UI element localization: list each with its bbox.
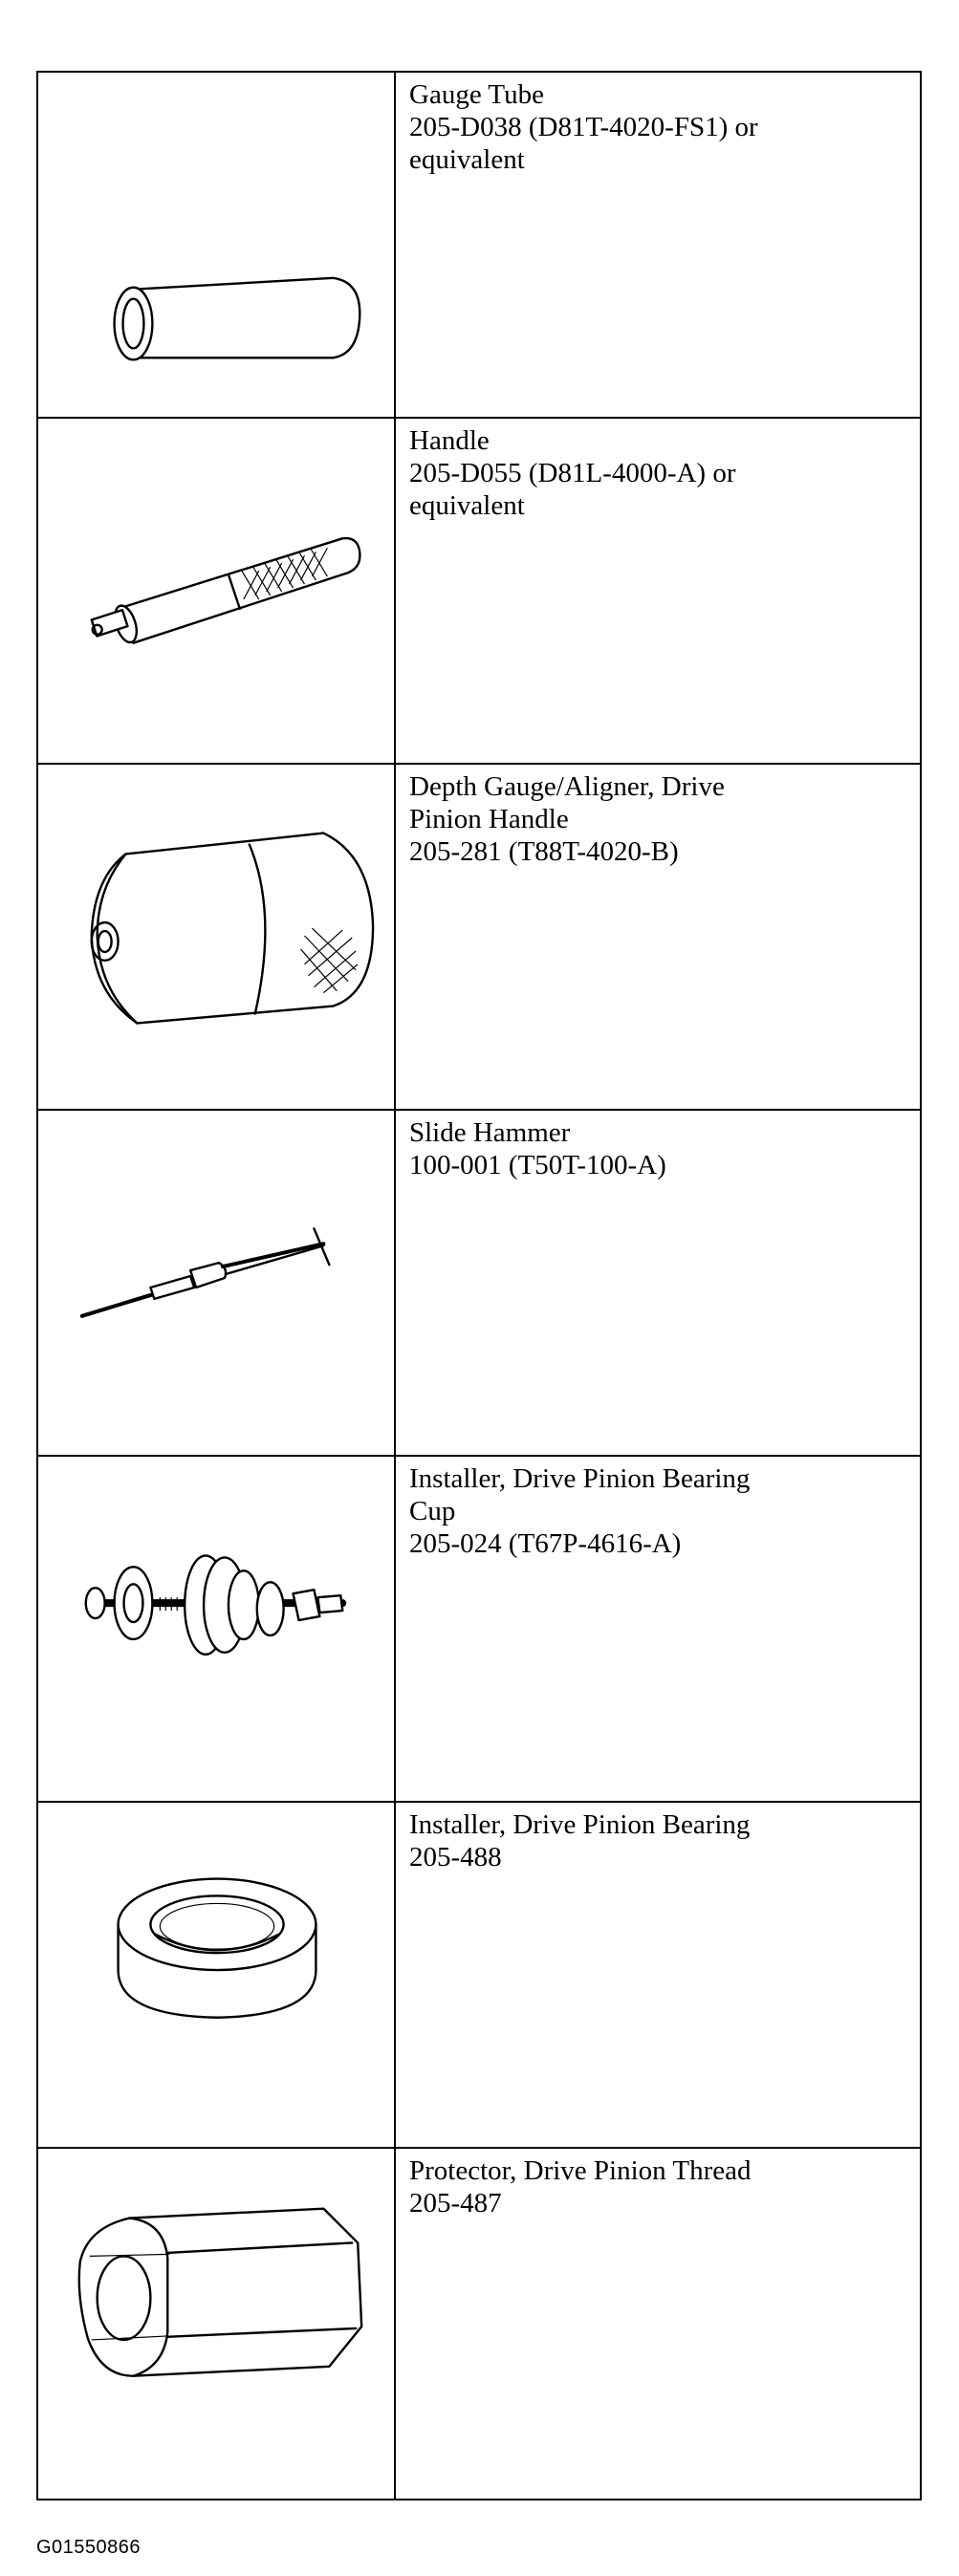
tool-number: 205-D055 (D81L-4000-A) or	[409, 458, 736, 488]
tool-description	[396, 1803, 920, 2147]
slide-hammer-icon	[38, 1111, 394, 1455]
tool-description	[396, 2149, 920, 2499]
tool-illustration-cell	[38, 1803, 396, 2147]
tool-extra: equivalent	[409, 490, 525, 521]
bearing-installer-ring-icon	[38, 1803, 394, 2147]
tool-number: Cup	[409, 1496, 456, 1526]
tool-extra: 205-024 (T67P-4616-A)	[409, 1528, 682, 1559]
tool-description	[396, 1111, 920, 1455]
handle-icon	[38, 419, 394, 763]
tool-row	[38, 1111, 920, 1457]
tool-description	[396, 419, 920, 763]
tool-description	[396, 765, 920, 1109]
tool-illustration-cell	[38, 1111, 396, 1455]
tool-name: Depth Gauge/Aligner, Drive	[409, 771, 725, 802]
tool-row	[38, 2149, 920, 2499]
tool-row	[38, 765, 920, 1111]
tool-name: Installer, Drive Pinion Bearing	[409, 1463, 751, 1494]
tool-number: 100-001 (T50T-100-A)	[409, 1150, 666, 1180]
tool-extra: 205-281 (T88T-4020-B)	[409, 836, 679, 867]
tool-illustration-cell	[38, 2149, 396, 2499]
tool-extra: equivalent	[409, 144, 525, 175]
tool-row	[38, 1457, 920, 1803]
tool-name: Protector, Drive Pinion Thread	[409, 2155, 752, 2186]
tool-illustration-cell	[38, 419, 396, 763]
tool-illustration-cell	[38, 1457, 396, 1801]
tool-row	[38, 1803, 920, 2149]
tool-name: Gauge Tube	[409, 79, 544, 110]
special-tools-table	[36, 71, 922, 2500]
tool-name: Slide Hammer	[409, 1117, 571, 1148]
tool-illustration-cell	[38, 765, 396, 1109]
tool-number: 205-487	[409, 2188, 502, 2219]
tool-row	[38, 419, 920, 765]
tool-description	[396, 1457, 920, 1801]
tool-name: Installer, Drive Pinion Bearing	[409, 1809, 751, 1840]
tool-number: 205-488	[409, 1842, 502, 1872]
figure-id: G01550866	[36, 2537, 142, 2558]
depth-gauge-aligner-icon	[38, 765, 394, 1109]
thread-protector-icon	[38, 2149, 394, 2499]
bearing-cup-installer-icon	[38, 1457, 394, 1801]
tool-number: 205-D038 (D81T-4020-FS1) or	[409, 112, 758, 142]
tool-number: Pinion Handle	[409, 804, 569, 834]
tool-illustration-cell	[38, 73, 396, 417]
tool-row	[38, 73, 920, 419]
tool-description	[396, 73, 920, 417]
gauge-tube-icon	[38, 73, 394, 417]
tool-name: Handle	[409, 425, 490, 456]
